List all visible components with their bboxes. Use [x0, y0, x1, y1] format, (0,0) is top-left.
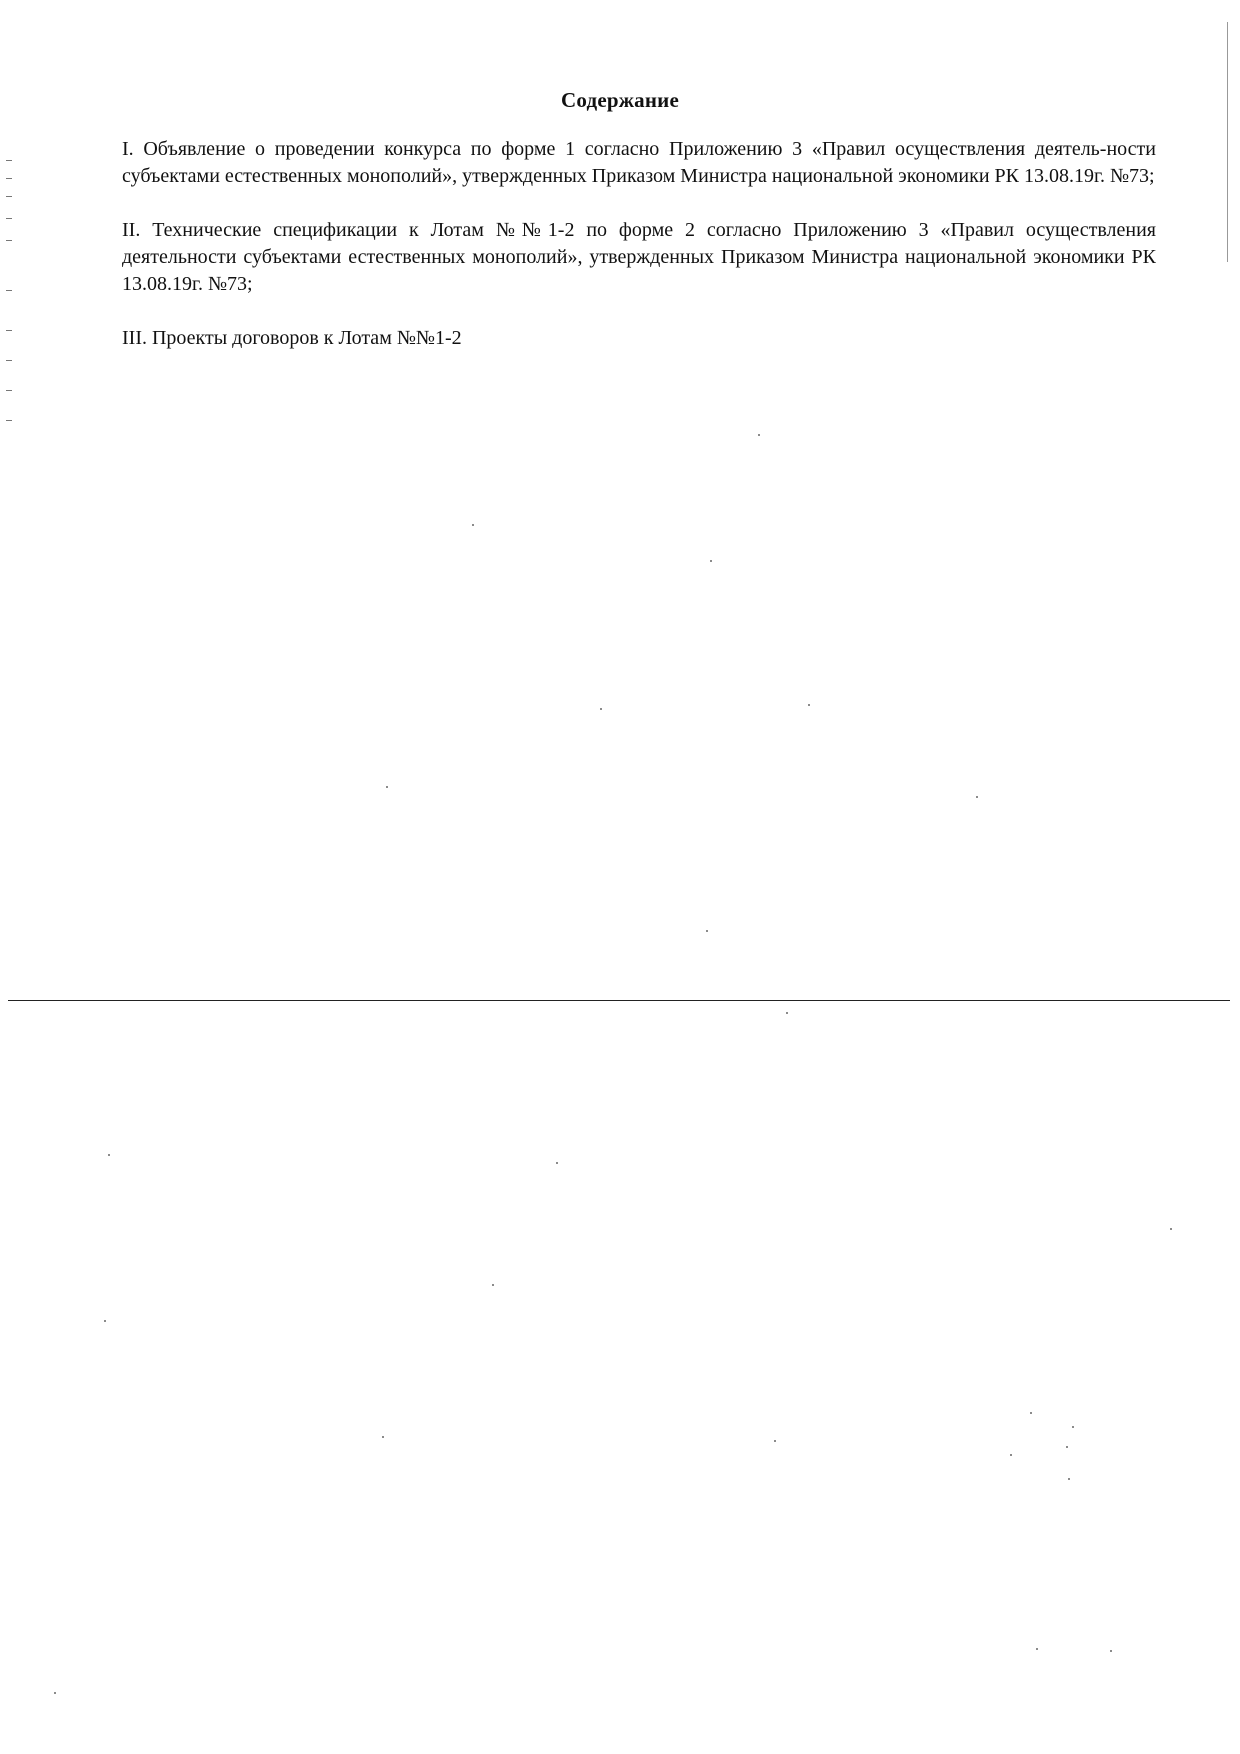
table-of-contents	[122, 136, 1156, 379]
scan-speck	[472, 524, 474, 526]
scan-speck	[492, 1284, 494, 1286]
scan-speck	[1072, 1426, 1074, 1428]
scan-speck	[808, 704, 810, 706]
scan-speck	[706, 930, 708, 932]
scan-speck	[382, 1436, 384, 1438]
scan-speck	[786, 1012, 788, 1014]
toc-item-3: III. Проекты договоров к Лотам №№1-2	[122, 327, 462, 349]
scan-speck	[1170, 1228, 1172, 1230]
scan-speck	[1030, 1412, 1032, 1414]
page-title: Содержание	[561, 88, 679, 112]
toc-item-2: II. Технические спецификации к Лотам №№1-2 по форме 2 согласно Приложению 3 «Правил осуществления деятельности субъектами естественных монополий», утвержденных Приказом Министра национальной экономики РК 13.08.19г. №73;	[122, 219, 1156, 295]
scan-speck	[108, 1154, 110, 1156]
scan-speck	[774, 1440, 776, 1442]
horizontal-divider	[8, 1000, 1230, 1001]
scan-speck	[1010, 1454, 1012, 1456]
scan-speck	[54, 1692, 56, 1694]
scan-speck	[386, 786, 388, 788]
scan-speck	[710, 560, 712, 562]
scan-speck	[556, 1162, 558, 1164]
scan-speck	[1068, 1478, 1070, 1480]
toc-item-1: I. Объявление о проведении конкурса по форме 1 согласно Приложению 3 «Правил осуществления деятель-ности субъектами естественных монополий», утвержденных Приказом Министра национальной экономики РК 13.08.19г. №73;	[122, 138, 1156, 187]
scan-speck	[1110, 1650, 1112, 1652]
scan-speck	[1066, 1446, 1068, 1448]
scan-edge-line	[1227, 22, 1228, 262]
scan-speck	[976, 796, 978, 798]
scan-speck	[1036, 1648, 1038, 1650]
scan-speck	[758, 434, 760, 436]
scan-speck	[600, 708, 602, 710]
scan-margin-marks	[6, 160, 16, 430]
scan-speck	[104, 1320, 106, 1322]
